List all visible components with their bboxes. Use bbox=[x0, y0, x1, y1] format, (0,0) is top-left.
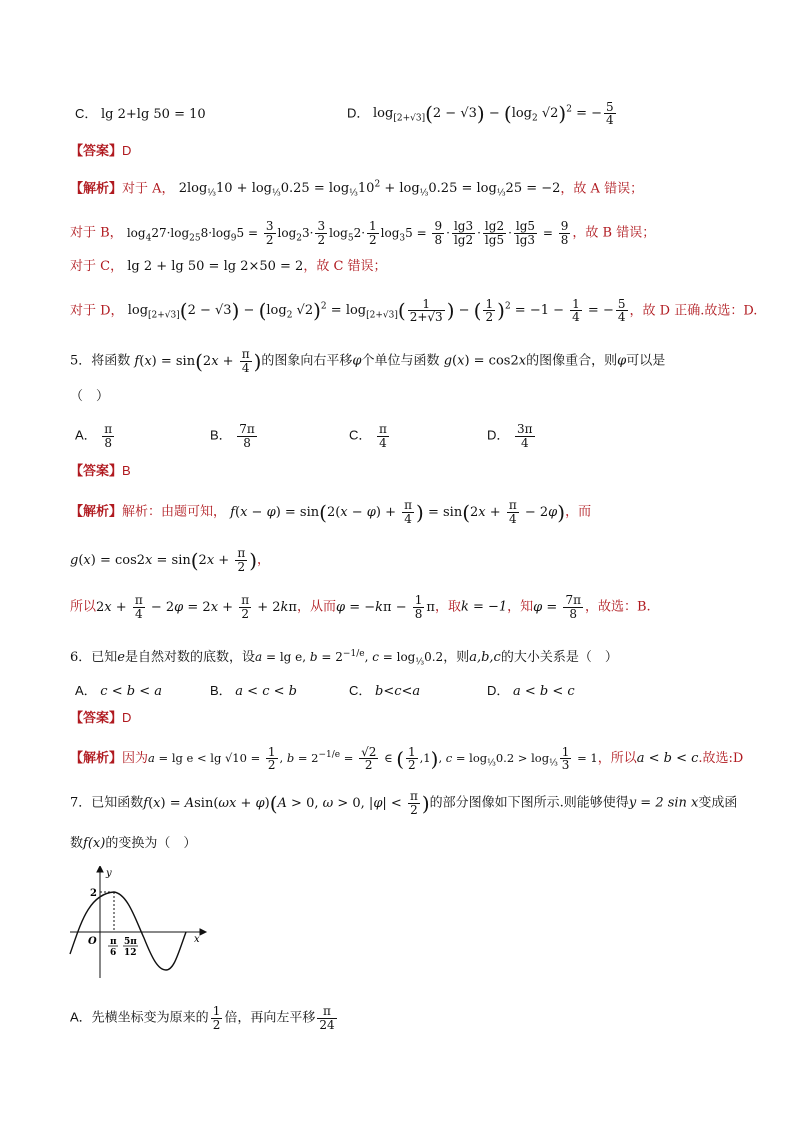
text: ，故选：B. bbox=[584, 599, 651, 615]
text: 先横坐标变为原来的 bbox=[91, 1010, 209, 1026]
frac-num: π bbox=[317, 1005, 336, 1019]
option-label: C． bbox=[75, 106, 98, 121]
frac-den: 2 bbox=[212, 1017, 221, 1032]
x-axis-label: x bbox=[194, 934, 200, 945]
text: 的部分图像如下图所示.则能够使得 bbox=[429, 795, 629, 811]
q6-analysis bbox=[70, 745, 743, 773]
answer-value: D bbox=[122, 710, 132, 725]
q7-option-a bbox=[70, 1005, 339, 1031]
phi-symbol: φ bbox=[352, 353, 362, 369]
text: 解析：由题可知， bbox=[122, 504, 227, 520]
text: 的图象向右平移 bbox=[261, 353, 353, 369]
q5-analysis-2 bbox=[70, 547, 270, 573]
frac-den: 4 bbox=[520, 435, 529, 450]
q5-line2-expr: g(x) = cos2x = sin(2x + $\frac{\pi}{2}$ ) bbox=[70, 546, 258, 574]
option-label: B． bbox=[210, 427, 232, 443]
option-label: D． bbox=[487, 683, 510, 698]
tick2-den: 12 bbox=[124, 948, 137, 958]
origin-label: O bbox=[88, 936, 97, 947]
frac-den: 4 bbox=[379, 435, 387, 450]
q6-option-c bbox=[349, 681, 420, 702]
tick2-num: 5π bbox=[124, 937, 137, 947]
sine-curve bbox=[70, 892, 186, 970]
option-label: C． bbox=[349, 427, 372, 443]
q6-option-d bbox=[487, 681, 575, 702]
q5-analysis-1 bbox=[70, 499, 591, 525]
text: ，从而 bbox=[296, 599, 336, 615]
frac-num: 7π bbox=[239, 422, 255, 436]
q4-analysis-c bbox=[70, 257, 387, 277]
text: ，取 bbox=[434, 599, 461, 615]
text: ，而 bbox=[565, 504, 592, 520]
q5-g-expr: g(x) = cos2x bbox=[443, 353, 527, 369]
tick1-den: 6 bbox=[110, 948, 117, 958]
option-label: D． bbox=[487, 427, 510, 443]
option-label: A． bbox=[75, 427, 97, 443]
option-label: C． bbox=[349, 683, 372, 698]
frac-den: 8 bbox=[243, 435, 251, 450]
text: .故选:D bbox=[698, 750, 744, 766]
text: 可以是 bbox=[626, 353, 666, 369]
q5-stem: 5．将函数 f(x) = sin(2x + $\frac{\pi}{4}$ )的图象向右平移φ个单位与函数 g(x) = cos2x的图像重合，则φ可以是 bbox=[70, 347, 666, 375]
text: 所以 bbox=[70, 599, 97, 615]
analysis-tag: 【解析】 bbox=[70, 504, 123, 520]
y-axis-arrow bbox=[97, 866, 103, 872]
q5-line3-expr3: k = −1 bbox=[460, 599, 508, 615]
q5-line3-expr4: φ = $\frac{7\pi}{8}$ bbox=[533, 593, 581, 621]
q7-stem-1 bbox=[70, 790, 737, 816]
peak-label: 2 bbox=[90, 888, 97, 899]
q5-func-expr: f(x) = sin(2x + $\frac{\pi}{4}$ ) bbox=[134, 347, 262, 375]
text: ， bbox=[257, 552, 271, 568]
text: 数 bbox=[70, 836, 84, 851]
q6-line1-expr2: a < b < c bbox=[636, 750, 699, 766]
text: 5．将函数 bbox=[70, 353, 131, 369]
option-expr: b<c<a bbox=[375, 684, 421, 699]
analysis-tag: 【解析】 bbox=[70, 750, 123, 766]
tick1-num: π bbox=[110, 937, 117, 947]
q5-analysis-3 bbox=[70, 594, 651, 620]
text: 对于 C， bbox=[70, 259, 124, 274]
text: ，所以 bbox=[597, 750, 637, 766]
q7-sine-graph bbox=[66, 866, 216, 982]
frac-num: π bbox=[104, 422, 113, 436]
answer-tag: 【答案】 bbox=[70, 464, 123, 479]
text: 6．已知 bbox=[70, 650, 118, 665]
q7-stem-expr: f(x) = Asin(ωx + φ)(A > 0, ω > 0, |φ| < $\frac{\pi}{2}$ ) bbox=[143, 789, 430, 817]
q4-option-d bbox=[347, 100, 618, 129]
q4-option-d-expr: $\log_{[2+√3]}(2 - √3) - (\log_2$ √2)$^2$ = − $\frac{5}{4}$ bbox=[373, 99, 614, 128]
answer-value: D bbox=[122, 143, 132, 158]
q5-option-d bbox=[487, 423, 537, 449]
text: 7．已知函数 bbox=[70, 795, 144, 811]
option-label: A． bbox=[75, 683, 97, 698]
option-label: B． bbox=[210, 683, 232, 698]
q4-line-b-expr: $\log_427\cdot\log_{25}8\cdot\log_95$ = $\frac{3}{2}$ $\log_23\cdot$ $\frac{3}{2}$ $\log_52\cdot$ $\frac{1}{2}$ $\log_35$ = $\frac{9}{8}$ · $\frac{\lg 3}{\lg 2}$ · $\frac{\lg 2}{\lg 5}$ · $\frac{\lg 5}{\lg 3}$ = $\frac{9}{8}$ bbox=[126, 219, 569, 247]
e-symbol: e bbox=[117, 650, 125, 665]
answer-tag: 【答案】 bbox=[70, 711, 123, 726]
q4-analysis-b bbox=[70, 220, 655, 248]
frac-den: 24 bbox=[319, 1017, 335, 1032]
q4-line-c-expr: lg 2 + lg 50 = lg 2×50 = 2 bbox=[127, 259, 304, 274]
q5-option-a bbox=[75, 423, 116, 449]
q5-line3-expr2: φ = −kπ − $\frac{1}{8}$ π bbox=[335, 593, 435, 621]
option-expr: a < b < c bbox=[513, 684, 575, 699]
q5-answer bbox=[70, 461, 131, 482]
text: 因为 bbox=[122, 750, 149, 766]
x-axis-arrow bbox=[200, 929, 206, 935]
text: ，故 D 正确.故选：D. bbox=[629, 303, 758, 319]
q6-line1-expr: a = lg e < lg √10 = $\frac{1}{2}$ , $b = 2^{-1/e}$ = $\frac{√2}{2}$ ∈ ( $\frac{1}{2}$ ,1), $c = \log_{\frac{1}{3}}0.2 > \log_{\frac{1}{3}}$ $\frac{1}{3}$ = 1 bbox=[148, 744, 598, 773]
frac-num: 1 bbox=[212, 1004, 221, 1018]
frac-den: 8 bbox=[104, 435, 113, 450]
option-label: D． bbox=[347, 105, 370, 121]
q4-analysis-a bbox=[70, 175, 643, 204]
text: ，故 B 错误； bbox=[572, 225, 656, 241]
text: 倍，再向左平移 bbox=[224, 1010, 316, 1026]
q6-option-a bbox=[75, 681, 162, 702]
text: 个单位与函数 bbox=[361, 353, 440, 369]
text: 的大小关系是（ ） bbox=[500, 650, 618, 665]
option-expr: a < c < b bbox=[235, 684, 297, 699]
abc-symbols: a,b,c bbox=[469, 650, 501, 665]
text: 是自然对数的底数，设 bbox=[124, 650, 255, 665]
q6-option-b bbox=[210, 681, 297, 702]
q4-analysis-d bbox=[70, 297, 757, 326]
q4-option-c-expr: lg 2+lg 50 = 10 bbox=[101, 107, 206, 122]
q4-line-a-expr: $2\log_{\frac{1}{3}}10 + \log_{\frac{1}{3}}0.25 = \log_{\frac{1}{3}}10^2 + \log_{\frac{1}{3}}0.25 = \log_{\frac{1}{3}}25 = -2$ bbox=[178, 180, 561, 199]
text: 的图像重合，则 bbox=[526, 353, 618, 369]
text: ，则 bbox=[443, 650, 470, 665]
q7-y-expr: y = 2 sin x bbox=[628, 795, 699, 811]
text: 的变换为（ ） bbox=[105, 836, 197, 851]
frac-num: 3π bbox=[517, 422, 533, 436]
text: ，故 A 错误； bbox=[560, 181, 644, 197]
text: 变成函 bbox=[698, 795, 738, 811]
text: 对于 A， bbox=[122, 181, 175, 197]
frac-num: π bbox=[379, 422, 387, 436]
q7-stem-2 bbox=[70, 834, 196, 854]
q6-stem-expr: a = lg e, $b = 2^{-1/e}$, $c = \log_{\frac{1}{3}}0.2$ bbox=[255, 649, 444, 668]
option-expr: c < b < a bbox=[100, 684, 162, 699]
answer-tag: 【答案】 bbox=[70, 144, 123, 159]
text: ，故 C 错误； bbox=[303, 259, 387, 274]
text: ，知 bbox=[507, 599, 534, 615]
text: 对于 B， bbox=[70, 225, 123, 241]
q5-option-c bbox=[349, 423, 391, 449]
q4-answer bbox=[70, 141, 131, 162]
y-axis-label: y bbox=[106, 868, 112, 879]
q6-stem bbox=[70, 644, 618, 672]
q7-f-expr: f(x) bbox=[83, 836, 106, 851]
text: 对于 D， bbox=[70, 303, 124, 319]
q4-option-c bbox=[75, 104, 206, 125]
option-label: A． bbox=[70, 1009, 92, 1025]
q6-answer bbox=[70, 708, 131, 729]
q5-option-b bbox=[210, 423, 259, 449]
q5-line3-expr1: 2x + $\frac{\pi}{4}$ − 2φ = 2x + $\frac{\pi}{2}$ + 2kπ bbox=[96, 593, 297, 621]
q5-line1-expr: f(x − φ) = sin(2(x − φ) + $\frac{\pi}{4}$ ) = sin(2x + $\frac{\pi}{4}$ − 2φ) bbox=[230, 498, 566, 526]
q4-line-d-expr: $\log_{[2+√3]}(2 - √3) - (\log_2$ $√2)^2 = \log_{[2+√3]}$( $\frac{1}{2+√3}$ ) − ( $\frac{1}{2}$ )$^2$ = −1 − $\frac{1}{4}$ = − $\frac{5}{4}$ bbox=[127, 296, 626, 325]
q5-paren: （ ） bbox=[70, 389, 110, 404]
analysis-tag: 【解析】 bbox=[70, 181, 123, 197]
answer-value: B bbox=[122, 463, 131, 478]
